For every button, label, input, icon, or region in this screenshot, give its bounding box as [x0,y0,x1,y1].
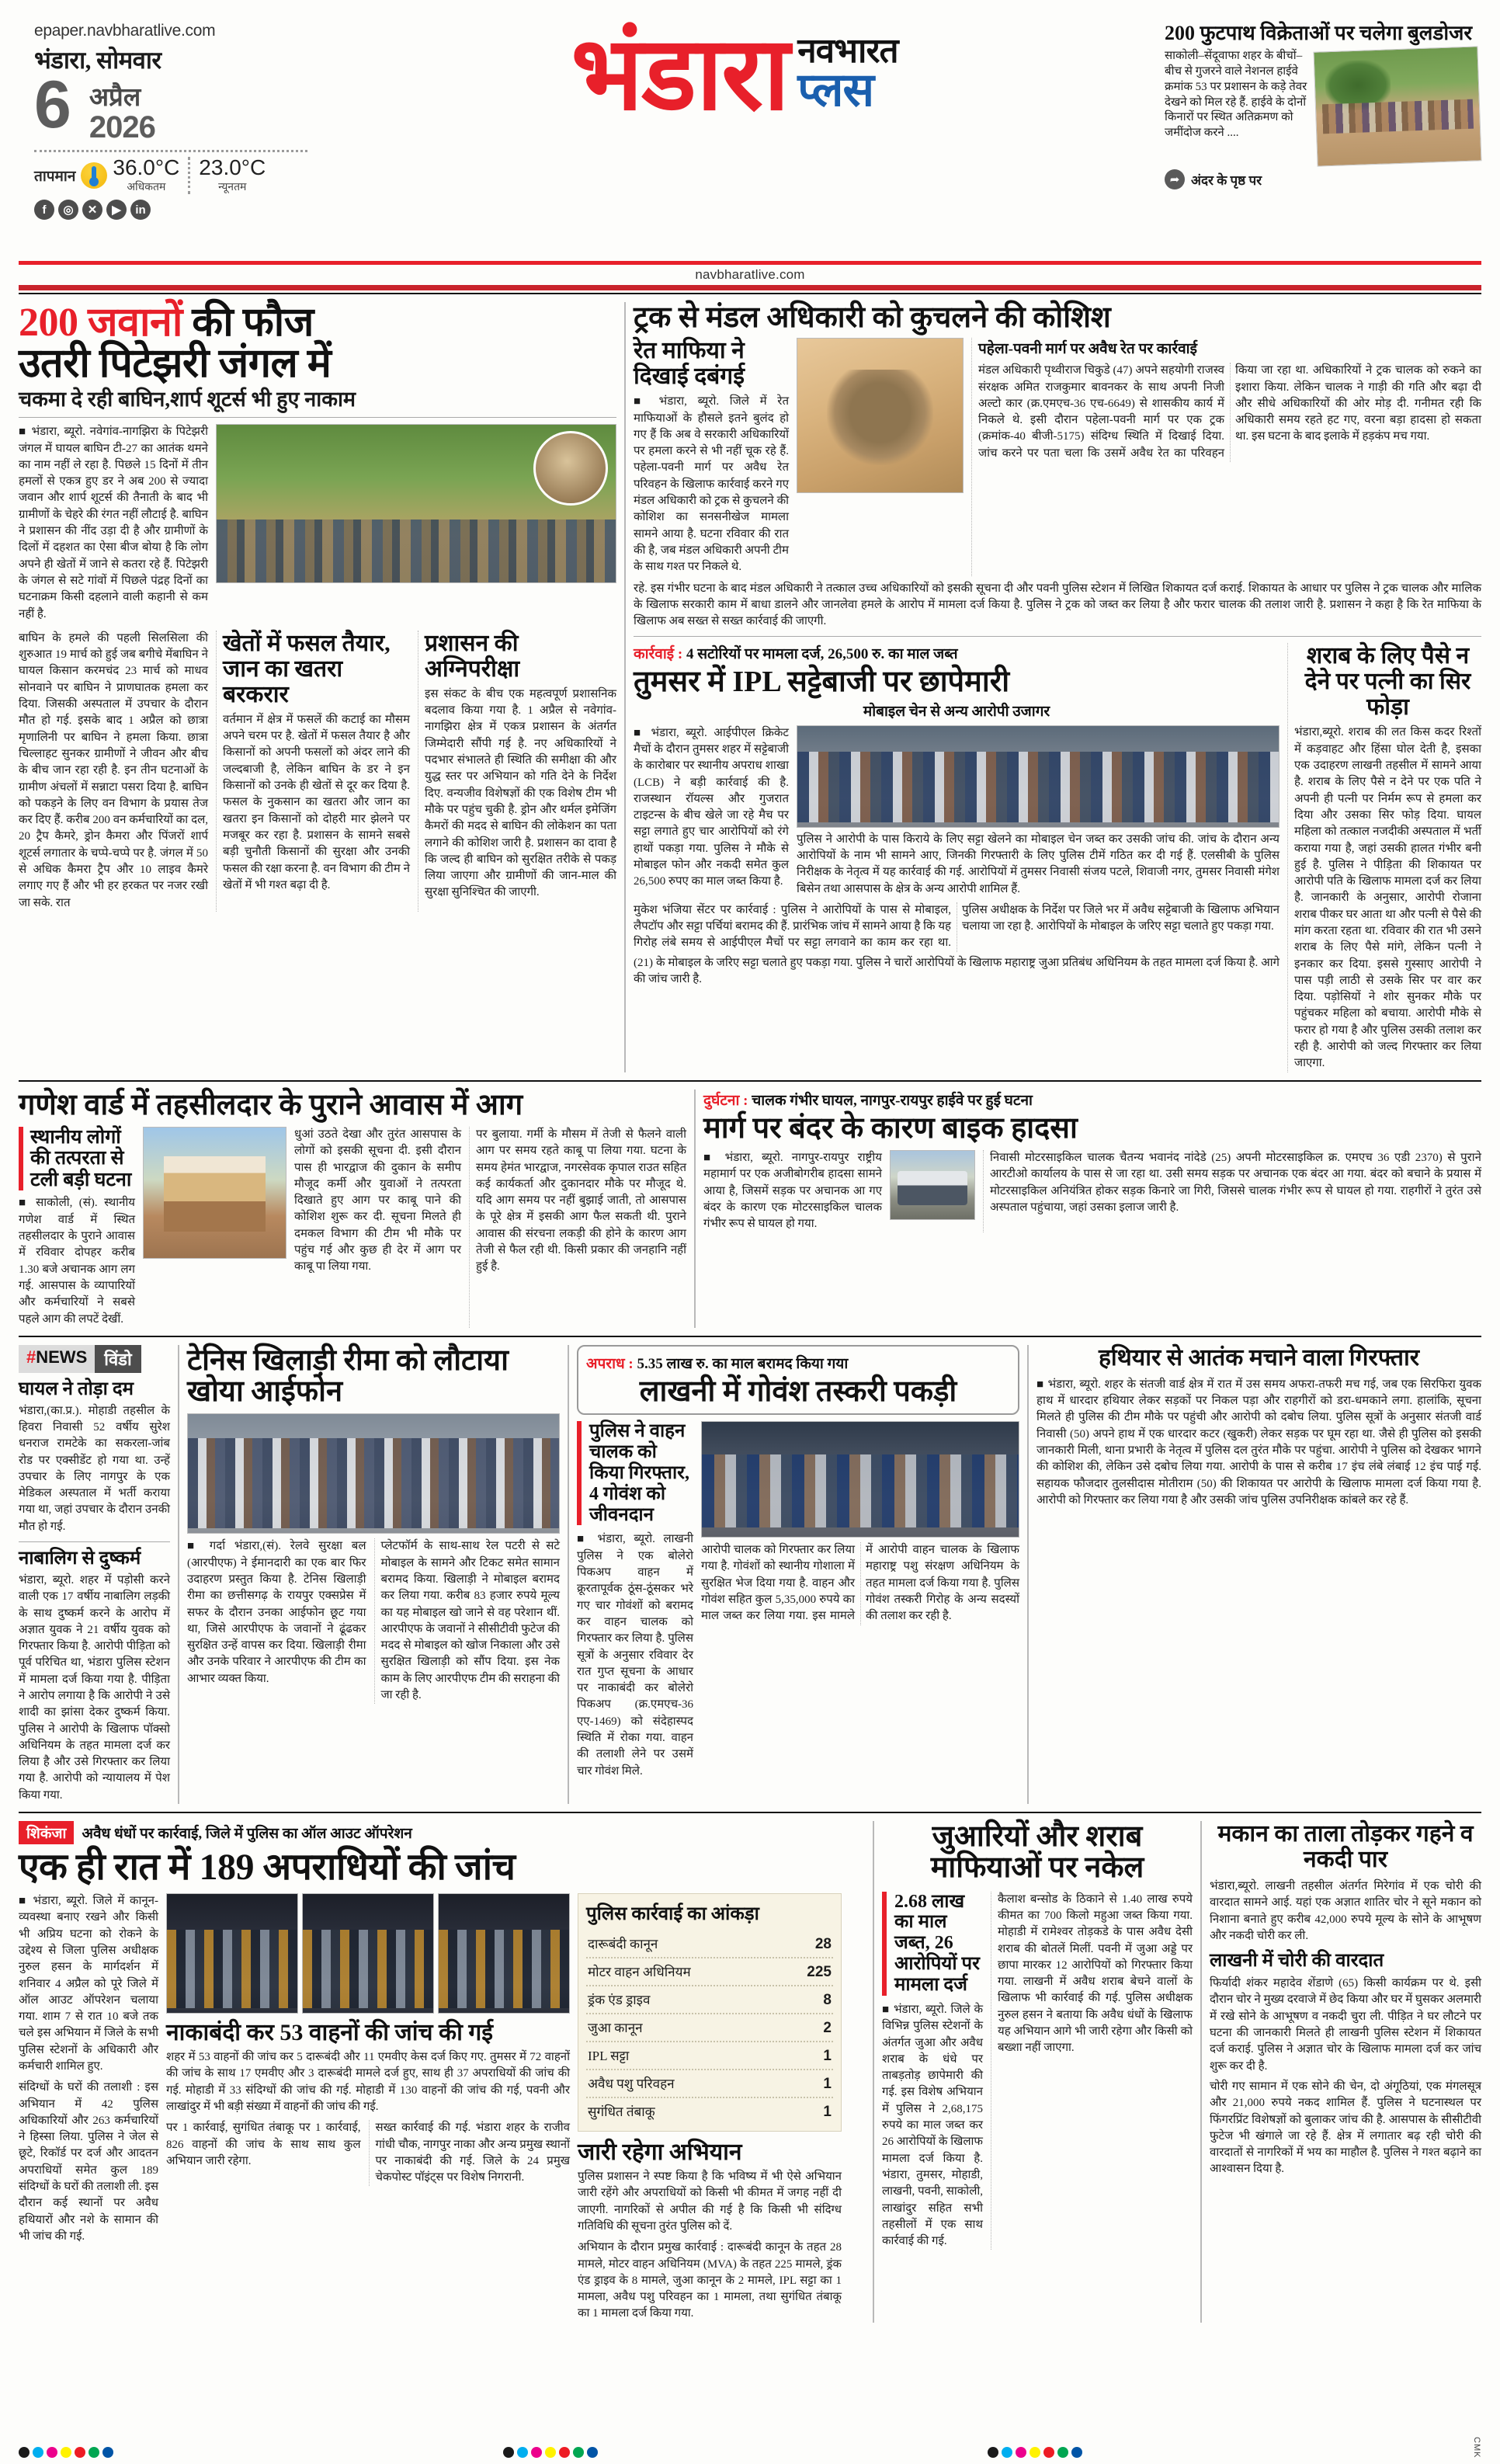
thermometer-icon [81,162,107,189]
row3-row4-separator [19,1812,1481,1813]
ipl-story[interactable] [634,643,1280,1072]
cow-right-col [701,1421,1019,1780]
raid-text-1: ■ भंडारा, ब्यूरो. जिले में कानून-व्यवस्था बनाए रखने और किसी भी अप्रिय घटना को रोकने के उद्देश्य से जिला पुलिस अधीक्षक नुरुल हसन के मार्गदर्शन में शनिवार 4 अप्रैल को पूरे जिले में ऑल आउट ऑपरेशन चलाया गया. शाम 7 से रात 10 बजे तक चले इस अभियान में जिले के सभी पुलिस स्टेशनों के अधिकारी और कर्मचारी शामिल हुए. [19,1895,158,2073]
theft-text-1: भंडारा,ब्यूरो. लाखनी तहसील अंतर्गत मिरेगांव में एक चोरी की वारदात सामने आई. यहां एक अज्ञात शातिर चोर ने सूने मकान को निशाना बनाते हुए करीब 42,000 रुपये मूल्य के सोने के आभूषण और नकदी चोरी कर ली. [1210,1880,1481,1942]
stat-value: 1 [823,2048,832,2065]
truck-ipl-divider [634,636,1481,637]
lead-sub2-text: इस संकट के बीच एक महत्वपूर्ण प्रशासनिक बदलाव किया गया है. 1 अप्रैल से नवेगांव-नागझिरा क्षेत्र में एकत्र प्रशासन के अंतर्गत जिम्मेदारी सौंपी गई है. नए अधिकारियों ने पदभार संभालते ही स्थिति की समीक्षा की और युद्ध स्तर पर अभियान को गति देने के निर्देश दिए. वन्यजीव विशेषज्ञों की एक विशेष टीम भी मौके पर पहुंच चुकी है. ड्रोन और थर्मल इमेजिंग कैमरों की मदद से बाघिन की लोकेशन का पता लगाने की कोशिश जारी है. प्रशासन का दावा है कि जल्द ही बाघिन को सुरक्षित तरीके से पकड़ लिया जाएगा और ग्रामीणों की जान-माल की सुरक्षा सुनिश्चित की जाएगी. [425,687,616,899]
tennis-headline: टेनिस खिलाड़ी रीमा को लौटाया खोया आईफोन [187,1343,509,1409]
monkey-kicker [703,1090,1481,1110]
tennis-story[interactable] [187,1345,560,1804]
ipl-right-col [797,725,1280,898]
tennis-text-2: प्लेटफॉर्म के साथ-साथ रेल पटरी से सटे मोबाइल के सामने और टिकट समेत सामान बरामद किया. खिलाड़ी ने मोबाइल बरामद कर लिया गया. करीब 83 हजार रुपये मूल्य का यह मोबाइल खो जाने से वह परेशान थीं. आरपीएफ के जवानों ने सीसीटीवी फुटेज की मदद से मोबाइल को खोज निकाला और उसे सुरक्षित खिलाड़ी को सौंप दिया. इस नेक काम के लिए आरपीएफ टीम की सराहना की जा रही है. [374,1538,561,1704]
raid-text-3: अभियान के दौरान प्रमुख कार्रवाई : दारूबंदी कानून के तहत 28 मामले, मोटर वाहन अधिनियम (MVA) के तहत 225 मामले, ड्रंक एंड ड्राइव के 8 मामले, जुआ कानून के 2 मामले, IPL सट्टा का 1 मामला, अवैध पशु परिवहन का 1 मामला, तथा सुगंधित तंबाकू का 1 मामला दर्ज किया गया. [578,2241,842,2320]
weapon-story[interactable] [1036,1345,1481,1804]
column-separator-1 [624,302,626,1072]
stat-label: अवैध पशु परिवहन [588,2077,675,2092]
cow-redbox-text: पुलिस ने वाहन चालक को किया गिरफ्तार, 4 गोवंश को जीवनदान [589,1421,689,1525]
ipl-text-3: मुकेश भंजिया सेंटर पर कार्रवाई : पुलिस ने आरोपियों के पास से मोबाइल, लैपटॉप और सट्टा पर्चियां बरामद की हैं. प्रारंभिक जांच में सामने आया है कि यह गिरोह लंबे समय से आईपीएल मैचों पर सट्टा लगवाने का काम कर रहा था. पुलिस अधीक्षक के निर्देश पर जिले भर में अवैध सट्टेबाजी के खिलाफ अभियान चलाया जा रहा है. आरोपियों के मोबाइल के जरिए सट्टा चलाते हुए पकड़ा गया. [634,903,1280,950]
police-stats-rows [586,1931,833,2125]
raid-body-row [19,1893,865,2323]
temperature-max-value: 36.0°C [113,155,180,179]
logo-plus-text: प्लस [797,63,874,116]
monkey-kicker-text: चालक गंभीर घायल, नागपुर-रायपुर हाईवे पर हुई घटना [748,1092,1033,1109]
promo-inside-label: अंदर के पृष्ठ पर [1191,172,1262,188]
stat-value: 28 [814,1936,832,1953]
cow-photo-police-vehicle [701,1421,1019,1538]
window-badge-text: विंडो [95,1345,141,1373]
promo-photo-street-vendors [1313,46,1481,166]
promo-inside-link[interactable] [1165,169,1480,189]
cow-text-1: ■ भंडारा, ब्यूरो. लाखनी पुलिस ने एक बोलेरो पिकअप वाहन में क्रूरतापूर्वक ठूंस-ठूंसकर भरे गए चार गोवंशों को बरामद कर वाहन चालक को गिरफ्तार कर लिया है. पुलिस सूत्रों के अनुसार रविवार देर रात गुप्त सूचना के आधार पर नाकाबंदी कर बोलेरो पिकअप (क्र.एमएच-36 एए-1469) को संदेहास्पद स्थिति में रोका गया. वाहन की तलाशी लेने पर उसमें चार गोवंश मिले. [577,1533,693,1778]
epaper-url[interactable]: epaper.navbharatlive.com [34,22,216,40]
ipl-liquor-row [634,643,1481,1072]
truck-right-col [971,338,1481,575]
raid-caption-headline: नाकाबंदी कर 53 वाहनों की जांच की गई [166,2020,493,2046]
raid-photo-checkpoint-1 [166,1893,298,2014]
hash-icon: # [26,1347,36,1367]
registration-dot [573,2447,584,2458]
registration-dot [503,2447,514,2458]
stat-row [586,2014,833,2042]
cow-headline: लाखनी में गोवंश तस्करी पकड़ी [639,1374,957,1408]
theft-text-3: चोरी गए सामान में एक सोने की चेन, दो अंगूठियां, एक मंगलसूत्र और 21,000 रुपये नकद शामिल हैं. पुलिस ने घटनास्थल पर फिंगरप्रिंट विशेषज्ञों को बुलाकर जांच की है. आसपास के सीसीटीवी फुटेज भी खंगाले जा रहे हैं. क्षेत्र में लगातार बढ़ रही चोरी की वारदातों से नागरिकों में भय का माहौल है. पुलिस ने गश्त बढ़ाने का आश्वासन दिया है. [1210,2080,1481,2176]
column-separator-2 [694,1090,696,1328]
raid-caption-row [166,2120,570,2186]
row-lead [19,302,1481,1072]
gambler-body-row [882,1892,1193,2250]
fire-body-row [19,1127,686,1328]
tennis-text-1: ■ गर्दा भंडारा,(सं). रेलवे सुरक्षा बल (आरपीएफ) ने ईमानदारी का एक बार फिर उदाहरण प्रस्तुत किया है. टेनिस खिलाड़ी रीमा का छत्तीसगढ़ के रायपुर एक्सप्रेस में सफर के दौरान उनका आईफोन छूट गया था, जिसे आरपीएफ के जवानों ने ढूंढकर सुरक्षित उन्हें वापस कर दिया. खिलाड़ी रीमा और उनके परिवार ने आरपीएफ की टीम का आभार व्यक्त किया. [187,1540,366,1685]
truck-right-text: मंडल अधिकारी पृथ्वीराज चिकुडे (47) अपने सहयोगी राजस्व संरक्षक अमित राजकुमार बावनकर के साथ अपनी निजी अल्टो कार (क्र.एमएच-36 एच-6649) से शासकीय कार्य में निकले थे. इसी दौरान पहेला-पवनी मार्ग पर एक ट्रक (क्रमांक-40 बीजी-5175) संदिग्ध स्थिति में दिखाई दिया. जांच करने पर पता चला कि उसमें अवैध रेत का परिवहन किया जा रहा था. अधिकारियों ने ट्रक चालक को रुकने का इशारा किया. लेकिन चालक ने गाड़ी की गति और बढ़ा दी और सीधे अधिकारियों की ओर मोड़ दी. गनीमत रही कि अधिकारी समय रहते हट गए, वरना बड़ा हादसा हो सकता था. इस घटना के बाद इलाके में हड़कंप मच गया. [978,364,1481,460]
monkey-kicker-tag: दुर्घटना : [703,1092,748,1109]
ipl-text-4: (21) के मोबाइल के जरिए सट्टा चलाते हुए पकड़ा गया. पुलिस ने चारों आरोपियों के खिलाफ महाराष्ट्र जुआ प्रतिबंध अधिनियम के तहत मामला दर्ज किया है. आगे की जांच जारी है. [634,956,1280,986]
registration-dot [1071,2447,1082,2458]
truck-right-kicker: पहेला-पवनी मार्ग पर अवैध रेत पर कार्रवाई [978,341,1197,358]
linkedin-icon[interactable]: in [130,200,151,220]
police-stats-table [578,1893,842,2132]
stat-label: ड्रंक एंड ड्राइव [588,1993,651,2008]
lead-sub1-headline: खेतों में फसल तैयार, जान का खतरा बरकरार [223,630,391,707]
lead-photo-forest-patrol [216,424,616,583]
date-day: 6 [34,68,69,142]
arrow-icon: ➦ [1165,169,1185,189]
theft-headline: मकान का ताला तोड़कर गहने व नकदी पार [1217,1821,1474,1873]
news-badge-label [19,1345,95,1373]
monkey-photo-accident [890,1150,975,1220]
raid-headline: एक ही रात में 189 अपराधियों की जांच [19,1847,516,1889]
cow-story[interactable] [577,1345,1019,1804]
youtube-icon[interactable]: ▶ [106,200,127,220]
registration-dot [47,2447,57,2458]
stat-value: 2 [823,2020,832,2037]
social-links [34,200,315,220]
page-footer [0,2437,1500,2464]
registration-dot [102,2447,113,2458]
ipl-headline: तुमसर में IPL सट्टेबाजी पर छापेमारी [634,666,1010,699]
lead-sub2 [418,631,616,912]
registration-dot [89,2447,99,2458]
fire-text-2: पर बुलाया. गर्मी के मौसम में तेजी से फैलने वाली आग पर समय रहते काबू पा लिया गया. घटना के समय हेमंत भारद्वाज, नगरसेवक कृपाल राउत सहित कई कार्यकर्ता और दुकानदार मौके पर मौजूद थे. यदि आग समय पर नहीं बुझाई जाती, तो आसपास के पूरे क्षेत्र में इसकी आग फैल सकती थी. पुराने आवास की संरचना लकड़ी की होने के कारण आग तेजी से फैल रही थी. किसी प्रकार की जनहानि नहीं हुई है. [469,1127,686,1328]
news-window[interactable] [19,1345,170,1804]
lead-headline-highlight: 200 जवानों [19,301,182,345]
registration-dots-center [503,2447,598,2458]
raid-photo-strip [166,1893,570,2014]
news-item1-headline: घायल ने तोड़ा दम [19,1378,134,1399]
raid-photo-checkpoint-2 [302,1893,434,2014]
website-strip[interactable]: navbharatlive.com [695,267,805,282]
liquor-story[interactable] [1287,643,1481,1072]
date-month: अप्रैल [89,84,141,112]
column-separator-5 [1027,1345,1029,1804]
raid-story[interactable] [19,1821,865,2323]
row-news-tennis-cow-weapon [19,1345,1481,1804]
stat-row [586,1931,833,1958]
ipl-kicker-tag: कार्रवाई : [634,646,683,663]
lead-intro-text: ■ भंडारा, ब्यूरो. नवेगांव-नागझिरा के पिटेझरी जंगल में घायल बाघिन टी-27 का आतंक थमने का नाम नहीं ले रहा है. पिछले 15 दिनों में तीन हमलों से एकत्र हुए डर ने अब 200 से ज्यादा जवान और शार्प शूटर्स की तैनाती के बाद भी ग्रामीणों के चेहरे की रंगत नहीं लौटाई है. बाघिन ने प्रशासन की नींद उड़ा दी है और ग्रामीणों के दिलों में दहशत का ऐसा बीज बोया है कि लोग अपने ही खेतों में जाने से कतरा रहे हैं. पिटेझरी के जंगल से सटे गांवों में पिछले पंद्रह दिनों का घटनाक्रम किसी दहलाने वाली कहानी से कम नहीं है. [19,426,208,620]
row-two [0,1090,1500,1328]
truck-photo-sand-hands [797,338,964,493]
fire-box-text: ■ साकोली, (सं). स्थानीय गणेश वार्ड में स्थित तहसीलदार के पुराने आवास में रविवार दोपहर करीब 1.30 बजे अचानक आग लग गई. आसपास के व्यापारियों और कर्मचारियों ने सबसे पहले आग की लपटें देखीं. [19,1197,135,1326]
temperature-min-group [199,157,266,194]
stat-value: 1 [823,2104,832,2121]
raid-photo-col [166,1893,570,2323]
lead-divider [19,417,616,418]
raid-tagline: अवैध धंधों पर कार्रवाई, जिले में पुलिस का ऑल आउट ऑपरेशन [82,1826,412,1843]
promo-headline: 200 फुटपाथ विक्रेताओं पर चलेगा बुलडोजर [1165,22,1473,44]
masthead-left-block [20,22,315,220]
tennis-body-row [187,1538,560,1704]
registration-dots-right [988,2447,1082,2458]
gambler-text-1: ■ भंडारा, ब्यूरो. जिले के विभिन्न पुलिस स्टेशनों के अंतर्गत जुआ और अवैध शराब के धंधे पर ताबड़तोड़ छापेमारी की गई. इस विशेष अभियान में पुलिस ने 2,68,175 रुपये का माल जब्त कर 26 आरोपियों के खिलाफ मामला दर्ज किया है. भंडारा, तुमसर, मोहाडी, लाखनी, पवनी, साकोली, लाखांदुर सहित सभी तहसीलों में एक साथ कार्रवाई की गई. [882,2003,983,2248]
monkey-text-1: ■ भंडारा, ब्यूरो. नागपुर-रायपुर राष्ट्रीय महामार्ग पर एक अजीबोगरीब हादसा सामने आया है, जिसमें सड़क पर अचानक आ गए बंदर के कारण एक मोटरसाइकिल चालक गंभीर रूप से घायल हो गया. [703,1151,882,1231]
lead-headline-line2: उतरी पिटेझरी जंगल में [19,342,332,387]
fire-box-headline: स्थानीय लोगों की तत्परता से टली बड़ी घटना [19,1127,135,1191]
temperature-max-group [113,157,179,194]
fire-photo-wrap [143,1127,286,1328]
monkey-story[interactable] [703,1090,1481,1328]
facebook-icon[interactable]: f [34,200,54,220]
fire-story[interactable] [19,1090,686,1328]
promo-text: साकोली–सेंदूवाफा शहर के बीचों–बीच से गुजरने वाले नेशनल हाईवे क्रमांक 53 पर प्रशासन के कड़े तेवर देखने को मिल रहे हैं. हाईवे के दोनों किनारों पर स्थित अतिक्रमण को जमींदोज करने .... [1165,50,1307,140]
stat-label: मोटर वाहन अधिनियम [588,1965,691,1980]
row-fire-monkey [19,1090,1481,1328]
column-separator-6 [873,1821,874,2323]
gambler-redbox-col [882,1892,983,2250]
liquor-headline: शराब के लिए पैसे न देने पर पत्नी का सिर फोड़ा [1304,643,1471,721]
registration-dot [1002,2447,1012,2458]
temperature-label: तापमान [34,169,76,185]
lead-photo-inset-circle [533,431,608,506]
fire-box-col [19,1127,135,1328]
temperature-min-label: न्यूनतम [218,182,247,193]
cow-text-2: आरोपी चालक को गिरफ्तार कर लिया गया है. गोवंशों को स्थानीय गोशाला में सुरक्षित भेज दिया गया है. वाहन और गोवंश सहित कुल 5,35,000 रुपये का माल जब्त कर लिया गया. इस मामले में आरोपी वाहन चालक के खिलाफ महाराष्ट्र पशु संरक्षण अधिनियम के तहत मामला दर्ज किया गया है. पुलिस गोवंश तस्करी गिरोह के अन्य सदस्यों की तलाश कर रही है. [701,1544,1019,1623]
weapon-text: ■ भंडारा, ब्यूरो. शहर के संतजी वार्ड क्षेत्र में रात में उस समय अफरा-तफरी मच गई, जब एक सिरफिरा युवक हाथ में धारदार हथियार लेकर सड़कों पर निकल पड़ा और राहगीरों को डरा-धमकाने लगा. हालांकि, सूचना मिलते ही पुलिस की टीम मौके पर पहुंची और आरोपी को दबोच लिया. पुलिस सूत्रों के अनुसार संतजी वार्ड निवासी (50) अपने हाथ में एक धारदार कटर (खुकरी) लेकर सड़क पर घूम रहा था. जैसे ही पुलिस को इसकी जानकारी मिली, थाना प्रभारी के नेतृत्व में पुलिस दल तुरंत मौके पर पहुंचा. आरोपी ने पुलिस को देखकर भागने की कोशिश की, लेकिन उसे दबोच लिया गया. आरोपी के पास से करीब 17 इंच लंबे लंबाई 12 इंच पाई गई. सहायक फौजदार तुलसीदास मोतीराम (50) की शिकायत पर आरोपी के खिलाफ मामला दर्ज किया गया है. आरोपी को गिरफ्तार कर लिया गया है और उसकी जांच पुलिस उपनिरीक्षक कांबले कर रहे हैं. [1036,1378,1481,1507]
date-year: 2026 [89,110,155,144]
raid-tag-badge: शिकंजा [19,1821,74,1844]
gambler-redbox-text: 2.68 लाख का माल जब्त, 26 आरोपियों पर मामला दर्ज [894,1891,980,1996]
monkey-text-2: निवासी मोटरसाइकिल चालक चैतन्य भवानंद नांदेडे (25) अपनी मोटरसाइकिल क्र. एमएच 36 एडी 2370) से पुराने आरटीओ कार्यालय के पास से जा रहा था. उसी समय सड़क पर अचानक एक बंदर आ गया. बंदर को बचाने के प्रयास में मोटरसाइकिल अनियंत्रित होकर सड़क किनारे जा गिरी, जिससे चालक गंभीर रूप से घायल हो गया. राहगीरों ने तुरंत उसे अस्पताल पहुंचाया, जहां उसका इलाज जारी है. [983,1150,1481,1232]
stat-row [586,2098,833,2125]
news-window-badge [19,1345,170,1373]
stat-value: 225 [807,1964,832,1981]
masthead-logo [315,16,1154,130]
row-raid-gambler-theft [19,1821,1481,2323]
theft-text-2: फिर्यादी शंकर महादेव शेंडाणे (65) किसी कार्यक्रम पर थे. इसी दौरान चोर ने मुख्य दरवाजे में छेद किया और घर में घुसकर अलमारी में रखे सोने के आभूषण व नकदी चुरा ली. पीड़ित ने घर लौटने पर घटना की जानकारी मिलते ही लाखनी पुलिस स्टेशन में शिकायत दर्ज कराई. पुलिस ने अज्ञात चोर के खिलाफ मामला दर्ज कर जांच शुरू कर दी है. [1210,1977,1481,2073]
gambler-redbox [882,1892,983,1996]
fire-photo-burnt-house [143,1127,286,1259]
news-item1-text: भंडारा,(का.प्र.). मोहाडी तहसील के हिवरा निवासी 52 वर्षीय सुरेश धनराज रामटेके का सकरला-जांब रोड पर एक्सीडेंट हो गया था. उन्हें उपचार के लिए नागपुर के एक मेडिकल अस्पताल में भर्ती कराया गया था, जहां उपचार के दौरान उनकी मौत हो गई. [19,1404,170,1533]
stat-label: IPL सट्टा [588,2049,630,2064]
raid-caption-text-2: पर 1 कार्रवाई, सुगंधित तंबाकू पर 1 कार्रवाई, 826 वाहनों की जांच के साथ साथ कुल अभियान जारी रहेगा. [166,2122,361,2167]
temperature-block [34,157,315,194]
registration-dot [531,2447,542,2458]
raid-text-2: संदिग्धों के घरों की तलाशी : इस अभियान में 42 पुलिस अधिकारियों और 263 कर्मचारियों ने हिस्सा लिया. पुलिस ने जेल से छूटे, रिकॉर्ड पर दर्ज और आदतन अपराधियों समेत कुल 189 संदिग्धों के घरों की तलाशी ली. इस दौरान कई स्थानों पर अवैध हथियारों और नशे के सामान की भी जांच की गई. [19,2081,158,2243]
liquor-text: भंडारा,ब्यूरो. शराब की लत किस कदर रिश्तों में कड़वाहट और हिंसा घोल देती है, इसका एक उदाहरण लाखनी तहसील में सामने आया है. शराब के लिए पैसे न देने पर एक पति ने अपनी ही पत्नी पर निर्मम रूप से हमला कर दिया और उसका सिर फोड़ दिया. घायल महिला को तत्काल नजदीकी अस्पताल में भर्ती कराया गया है, जहां उसकी हालत गंभीर बनी हुई है. पुलिस ने पीड़िता की शिकायत पर आरोपी पति के खिलाफ मामला दर्ज कर लिया है. जानकारी के अनुसार, आरोपी रोजाना शराब पीकर घर आता था और पत्नी से पैसे की मांग करता रहता था. रविवार की रात भी उसने शराब के लिए पैसे मांगे, लेकिन पत्नी ने इनकार कर दिया. इससे गुस्साए आरोपी ने पास पड़ी लाठी से उसके सिर पर वार कर दिया. पड़ोसियों ने शोर सुनकर मौके पर पहुंचकर महिला को बचाया. आरोपी मौके से फरार हो गया है और पुलिस उसकी तलाश कर रही है. आरोपी को जल्द गिरफ्तार कर लिया जाएगा. [1294,726,1481,1070]
cmyk-label: CMK [1472,2436,1481,2458]
logo-primary-text: भंडारा [571,16,789,130]
ipl-text-2: पुलिस ने आरोपी के पास किराये के लिए सट्टा खेलने का मोबाइल चेन जब्त कर उसकी जांच की. जांच के दौरान अन्य आरोपियों के नाम भी सामने आए, जिनकी गिरफ्तारी के लिए पुलिस टीमें गठित कर दी गई हैं. एलसीबी के पुलिस निरीक्षक के नेतृत्व में यह कार्रवाई की गई. आरोपियों में तुमसर निवासी संजय पटले, शिवाजी नगर, तुमसर निवासी मंगेश बिसेन तथा आसपास के क्षेत्र के अन्य आरोपी शामिल हैं. [797,832,1280,895]
truck-left-text: ■ भंडारा, ब्यूरो. जिले में रेत माफियाओं के हौसले इतने बुलंद हो गए हैं कि अब वे सरकारी अधिकारियों पर हमला करने से भी नहीं चूक रहे हैं. पहेला-पवनी मार्ग पर अवैध रेत परिवहन के खिलाफ कार्रवाई करने गए मंडल अधिकारी को ट्रक से कुचलने की कोशिश का सनसनीखेज मामला सामने आया है. घटना रविवार की रात की है, जब मंडल अधिकारी अपनी टीम के साथ गश्त पर निकले थे. [634,395,789,574]
stat-value: 1 [823,2076,832,2093]
temperature-separator [188,157,190,194]
lead-headline-rest: की फौज [182,301,314,345]
lead-more-text: बाघिन के हमले की पहली सिलसिला की शुरुआत 19 मार्च को हुई जब बगीचे मेंबाघिन ने घायल किसान करमचंद 23 मार्च को माधव सोनवाने पर बाघिन ने प्राणघातक हमला कर दिया. जिसकी अस्पताल में उपचार के दौरान मौत हो गई. इसके बाद 1 अप्रैल को छात्रा मृणालिनी पर बाघिन ने हमला किया. छात्रा चिल्लाहट सुनकर ग्रामीणों ने जीवन और बीच के बीच जान रहा रही है. इन तीन घटनाओं के ग्रामीण अंचलों में सन्नाटा पसरा दिया है. बाघिन को पकड़ने के लिए वन विभाग के प्रयास तेज कर दिए हैं. करीब 200 वन कर्मचारियों का दल, 20 ट्रैप कैमरे, ड्रोन कैमरा और पिंजरों शार्प शूटर्स लगातार के चप्पे-चप्पे पर है. जंगल में 50 से अधिक कैमरा ट्रैप और 10 लाइव कैमरे लगाए गए हैं और भी हर हरकत पर नजर रखी जा सके. रात [19,631,208,909]
registration-dot [1016,2447,1026,2458]
twitter-x-icon[interactable]: ✕ [82,200,102,220]
fire-headline: गणेश वार्ड में तहसीलदार के पुराने आवास में आग [19,1088,523,1121]
registration-dot [61,2447,71,2458]
ipl-photo-accused-group [797,725,1280,828]
registration-dot [1030,2447,1040,2458]
logo-navbharat-text: नवभारत [797,31,898,70]
monkey-body-row [703,1150,1481,1232]
truck-left-col [634,338,789,575]
instagram-icon[interactable]: ◎ [58,200,78,220]
lead-story[interactable] [19,302,616,1072]
logo-secondary-lockup [797,31,898,116]
lead-sub1 [216,631,410,912]
stat-row [586,2070,833,2098]
stat-row [586,2042,833,2070]
temperature-max-label: अधिकतम [127,182,166,193]
stat-row [586,1986,833,2014]
ipl-kicker [634,643,1280,663]
cow-body-row [577,1421,1019,1780]
raid-photo-checkpoint-3 [438,1893,570,2014]
center-right-column [634,302,1481,1072]
police-stats-title: पुलिस कार्रवाई का आंकड़ा [586,1904,759,1925]
cow-redbox-col [577,1421,693,1780]
raid-continue-text: पुलिस प्रशासन ने स्पष्ट किया है कि भविष्य में भी ऐसे अभियान जारी रहेंगे और अपराधियों को किसी भी कीमत में जगह नहीं दी जाएगी. नागरिकों से अपील की गई है कि किसी भी संदिग्ध गतिविधि की सूचना तुरंत पुलिस को दें. [578,2170,842,2233]
truck-photo-wrap [797,338,964,575]
gambler-text-2: कैलाश बन्सोड के ठिकाने से 1.40 लाख रुपये कीमत का 700 किलो महुआ जब्त किया गया. मोहाडी में रामेश्वर तोड़कडे के पास अवैध देसी शराब की बोतलें मिलीं. पवनी में जुआ अड्डे पर छापा मारकर 12 आरोपियों को गिरफ्तार किया गया. लाखनी में अवैध शराब बेचने वालों के खिलाफ भी कार्रवाई की गई. पुलिस अधीक्षक नुरुल हसन ने बताया कि अवैध धंधों के खिलाफ यह अभियान आगे भी जारी रहेगा और किसी को बख्शा नहीं जाएगा. [991,1892,1193,2250]
column-separator-3 [178,1345,179,1804]
cow-kicker [586,1353,1010,1373]
news-item2-headline: नाबालिग से दुष्कर्म [19,1548,141,1569]
registration-dot [587,2447,598,2458]
column-separator-7 [1200,1821,1202,2323]
truck-right-text2: रहे. इस गंभीर घटना के बाद मंडल अधिकारी ने तत्काल उच्च अधिकारियों को इसकी सूचना दी और पवनी पुलिस स्टेशन में लिखित शिकायत दर्ज कराई. शिकायत के आधार पर पुलिस ने ट्रक चालक और मालिक के खिलाफ सरकारी काम में बाधा डालने और जानलेवा हमले के आरोप में मामला दर्ज किया है. पुलिस ने ट्रक को जब्त कर लिया है और फरार चालक की तलाश जारी है. प्रशासन ने कहा है कि रेत माफिया के खिलाफ अब सख्त से सख्त कार्रवाई की जाएगी. [634,582,1481,628]
column-separator-4 [568,1345,569,1804]
weapon-headline: हथियार से आतंक मचाने वाला गिरफ्तार [1098,1344,1420,1371]
promo-body-row [1165,49,1480,164]
stat-value: 8 [823,1992,832,2009]
masthead [0,0,1500,256]
truck-sub-headline: रेत माफिया ने दिखाई दबंगई [634,338,745,390]
top-promo-ad[interactable] [1154,22,1480,189]
registration-dot [1057,2447,1068,2458]
news-badge-text: NEWS [36,1347,88,1367]
truck-body-row [634,338,1481,575]
ipl-body-row [634,725,1280,898]
main-content [0,294,1500,1072]
registration-dot [33,2447,43,2458]
cow-kicker-text: 5.35 लाख रु. का माल बरामद किया गया [633,1355,849,1372]
lead-deck: चकमा दे रही बाघिन,शार्प शूटर्स भी हुए नाकाम [19,387,356,412]
registration-dot [517,2447,528,2458]
raid-left-col [19,1893,158,2323]
row-four [0,1821,1500,2323]
temperature-min-value: 23.0°C [199,155,266,179]
lead-headline [19,301,616,387]
date-block [34,68,315,144]
stat-label: दारूबंदी कानून [588,1937,658,1952]
edition-place-day: भंडारा, सोमवार [34,47,161,74]
ipl-deck: मोबाइल चेन से अन्य आरोपी उजागर [863,703,1050,720]
news-item-divider [19,1541,170,1542]
registration-dot [545,2447,556,2458]
gambler-headline: जुआरियों और शराब माफियाओं पर नकेल [930,1820,1144,1885]
raid-caption-text-3: सख्त कार्रवाई की गई. भंडारा शहर के राजीव गांधी चौक, नागपुर नाका और अन्य प्रमुख स्थानों पर नाकाबंदी की गई. जिले के 24 प्रमुख चेकपोस्ट पॉइंट्स पर विशेष निगरानी. [369,2120,571,2186]
masthead-rule-thick [19,285,1481,290]
stat-row [586,1958,833,1986]
row1-row2-separator [19,1080,1481,1082]
tennis-photo-handover [187,1413,560,1534]
gambler-story[interactable] [882,1821,1193,2323]
raid-continue-headline: जारी रहेगा अभियान [578,2139,742,2166]
registration-dot [19,2447,30,2458]
date-month-year [89,85,155,144]
lead-sub2-headline: प्रशासन की अग्निपरीक्षा [425,630,520,682]
raid-stats-col [578,1893,842,2323]
lead-sub1-text: वर्तमान में क्षेत्र में फसलें की कटाई का मौसम अपने चरम पर है. खेतों में फसल तैयार है और किसानों को अपनी फसलों को अंदर लाने की जल्दबाजी है, लेकिन बाघिन के डर ने इन किसानों को उनके ही खेतों से दूर कर दिया है. फसल के नुकसान का खतरा और जान का खतरा इन किसानों को दोहरी मार झेलने पर मजबूर कर रहा है. प्रशासन के सामने सबसे बड़ी चुनौती किसानों की सुरक्षा और उनकी फसल की रक्षा करना है. वन विभाग की टीम ने खेतों में भी गश्त बढ़ा दी है. [223,713,410,891]
truck-story[interactable] [634,302,1481,630]
raid-tagline-row [19,1821,865,1844]
ipl-text-1: ■ भंडारा, ब्यूरो. आईपीएल क्रिकेट मैचों के दौरान तुमसर शहर में सट्टेबाजी के कारोबार पर स्थानीय अपराध शाखा (LCB) ने बड़ी कार्रवाई की है. राजस्थान रॉयल्स और गुजरात टाइटन्स के बीच खेले जा रहे मैच पर सट्टा लगाते हुए चार आरोपियों को रंगे हाथों पकड़ा गया. पुलिस ने मौके से मोबाइल फोन और नकदी समेत कुल 26,500 रुपए का माल जब्त किया है. [634,726,789,888]
lead-photo-wrap [216,424,616,623]
stat-label: सुगंधित तंबाकू [588,2104,655,2120]
news-item2-text: भंडारा, ब्यूरो. शहर में पड़ोसी करने वाली एक 17 वर्षीय नाबालिग लड़की के साथ दुष्कर्म करने के आरोप में अज्ञात युवक ने 21 वर्षीय युवक को गिरफ्तार किया है. आरोपी पीड़िता को पूर्व परिचित था, भंडारा पुलिस स्टेशन में मामला दर्ज किया गया है. पीड़िता ने आरोप लगाया है कि आरोपी ने उसे शादी का झांसा देकर दुष्कर्म किया. पुलिस ने आरोपी के खिलाफ पॉक्सो अधिनियम के तहत मामला दर्ज कर लिया है और उसे गिरफ्तार कर लिया गया है. आरोपी को न्यायालय में पेश किया गया. [19,1573,170,1802]
cow-redbox [577,1421,693,1525]
registration-dot [559,2447,570,2458]
cow-headline-box [577,1345,1019,1415]
registration-dots-left [19,2447,113,2458]
theft-story[interactable] [1210,1821,1481,2323]
monkey-headline: मार्ग पर बंदर के कारण बाइक हादसा [703,1111,1078,1145]
cow-kicker-tag: अपराध : [586,1355,634,1372]
fire-text-1: धुआं उठते देखा और तुरंत आसपास के लोगों को इसकी सूचना दी. इसी दौरान पास ही भारद्वाज की दुकान के समीप मौजूद कर्मी और युवाओं ने तत्परता दिखाते हुए आग पर काबू पाने की कोशिश शुरू कर दी. सूचना मिलते ही दमकल विभाग की टीम भी मौके पर पहुंच गई और कुछ ही देर में आग पर काबू पा लिया गया. [294,1128,461,1274]
theft-sub-headline: लाखनी में चोरी की वारदात [1210,1951,1384,1972]
lead-sub-block [19,631,616,912]
lead-top-block [19,424,616,623]
masthead-divider [34,150,307,152]
registration-dot [988,2447,998,2458]
logo-lockup [571,16,898,130]
stat-label: जुआ कानून [588,2021,643,2036]
raid-caption-text-1: शहर में 53 वाहनों की जांच कर 5 दारूबंदी और 11 एमवीए केस दर्ज किए गए. तुमसर में 72 वाहनों की जांच के साथ 17 एमवीए और 3 दारूबंदी मामले दर्ज हुए, साथ ही 37 अपराधियों की जांच की गई. मोहाडी में 33 संदिग्धों की जांच की गई. मोहाडी में 130 वाहनों की जांच की गई, पवनी और लाखांदुर में भी बड़ी संख्या में वाहनों की जांच की गई. [166,2051,570,2113]
monkey-photo-wrap [890,1150,975,1232]
truck-headline: ट्रक से मंडल अधिकारी को कुचलने की कोशिश [634,301,1111,334]
row2-row3-separator [19,1336,1481,1337]
registration-dot [1043,2447,1054,2458]
registration-dot [75,2447,85,2458]
row-three [0,1345,1500,1804]
ipl-kicker-text: 4 सटोरियों पर मामला दर्ज, 26,500 रु. का माल जब्त [682,646,958,663]
